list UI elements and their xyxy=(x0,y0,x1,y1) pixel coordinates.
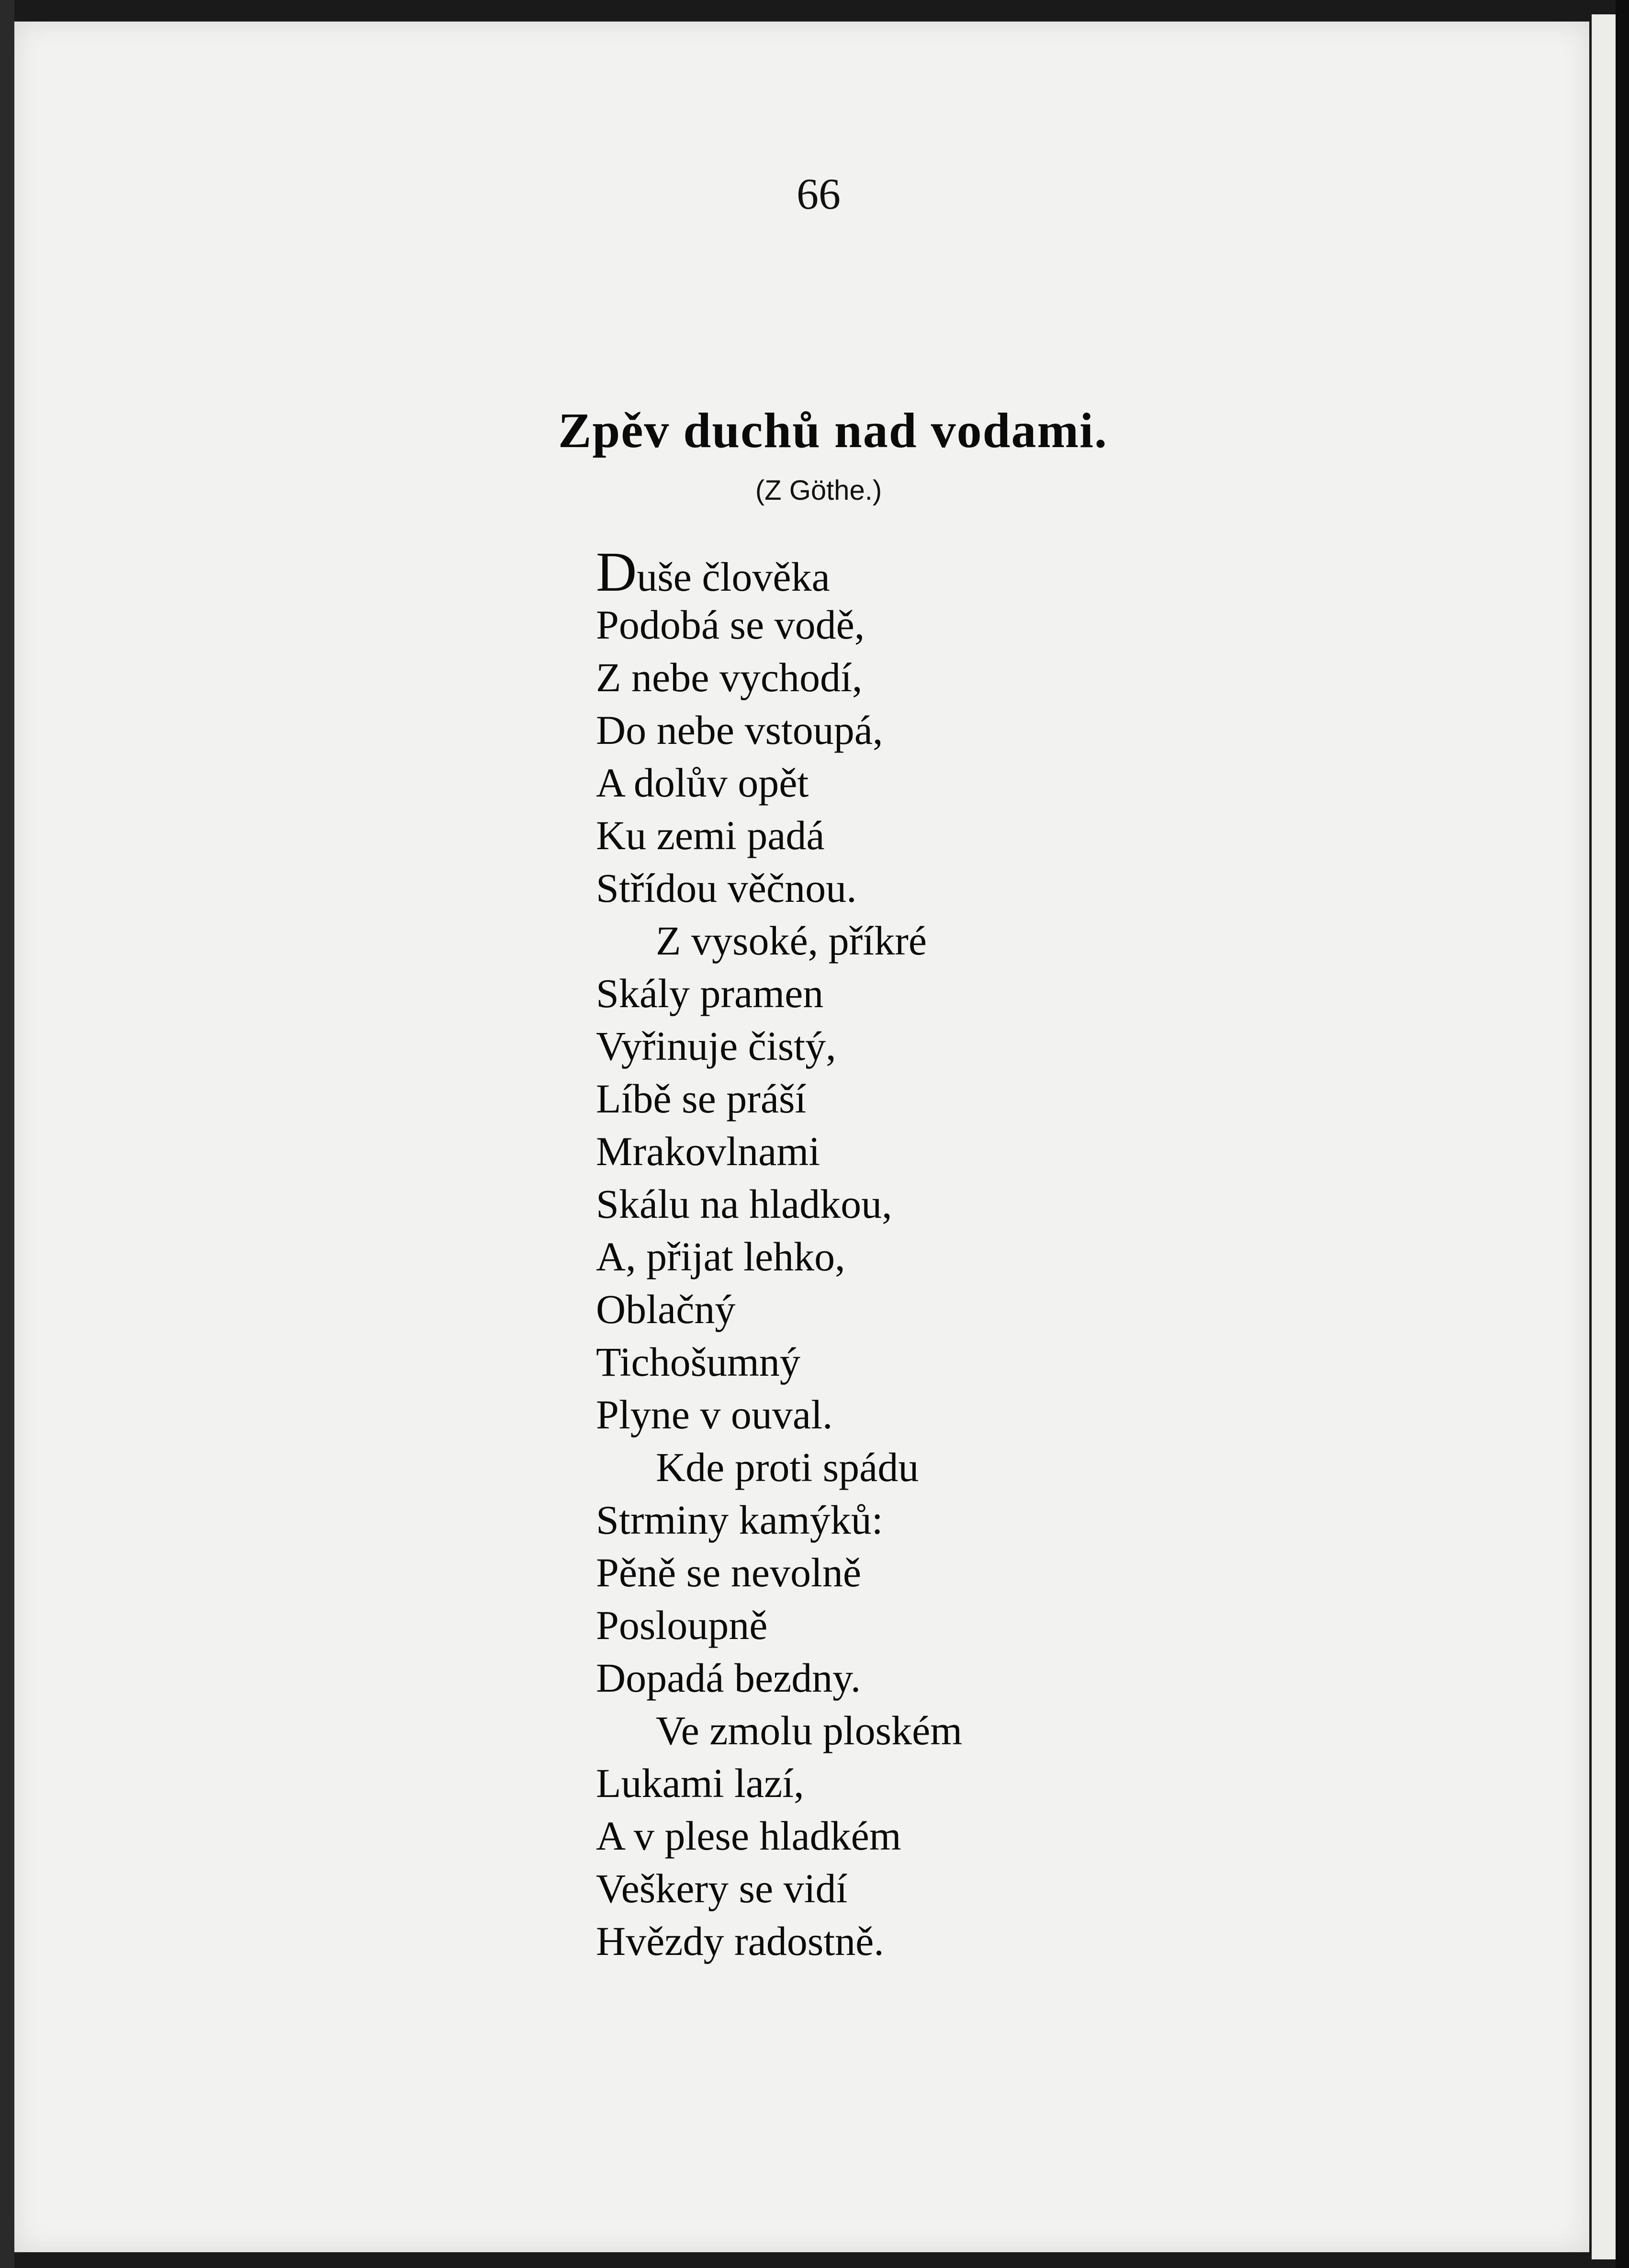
poem-line: A v plese hladkém xyxy=(596,1813,901,1859)
poem-line: Kde proti spádu xyxy=(656,1444,919,1490)
poem-line: Hvězdy radostně. xyxy=(596,1918,884,1964)
poem-line: Posloupně xyxy=(596,1602,768,1648)
poem-line: Pěně se nevolně xyxy=(596,1549,862,1595)
poem-line: Do nebe vstoupá, xyxy=(596,707,883,753)
poem-line: Veškery se vidí xyxy=(596,1865,848,1911)
poem-line: Tichošumný xyxy=(596,1339,800,1385)
poem-line: Z nebe vychodí, xyxy=(596,654,863,700)
poem-line: Skálu na hladkou, xyxy=(596,1181,892,1227)
poem-line: A dolův opět xyxy=(596,760,809,806)
poem-title: Zpěv duchů nad vodami. xyxy=(558,403,1108,458)
page-number: 66 xyxy=(797,169,841,218)
poem-line xyxy=(596,540,830,603)
poem-line: Líbě se práší xyxy=(596,1076,807,1122)
poem-line: Ve zmolu ploském xyxy=(656,1707,963,1753)
drop-initial: D xyxy=(596,540,637,603)
poem-line: Vyřinuje čistý, xyxy=(596,1023,836,1069)
poem-line: Z vysoké, příkré xyxy=(656,918,927,964)
poem-line: Lukami lazí, xyxy=(596,1760,804,1806)
scan-left-edge xyxy=(0,0,14,2268)
poem-line: Podobá se vodě, xyxy=(596,602,865,648)
poem-line: Střídou věčnou. xyxy=(596,865,857,911)
poem-line: Ku zemi padá xyxy=(596,812,825,858)
poem-line: Skály pramen xyxy=(596,970,824,1016)
poem-body xyxy=(596,540,1314,2030)
poem-line: Mrakovlnami xyxy=(596,1128,820,1174)
poem-subtitle: (Z Göthe.) xyxy=(755,475,882,506)
next-page-edge xyxy=(1592,14,1616,2259)
scan-right-edge xyxy=(1616,0,1629,2268)
poem-line: Strminy kamýků: xyxy=(596,1497,883,1543)
poem-line: Plyne v ouval. xyxy=(596,1392,833,1437)
poem-line-text: uše člověka xyxy=(637,554,830,600)
poem-line: Dopadá bezdny. xyxy=(596,1655,861,1701)
poem-line: Oblačný xyxy=(596,1286,736,1332)
poem-line: A, přijat lehko, xyxy=(596,1234,845,1280)
